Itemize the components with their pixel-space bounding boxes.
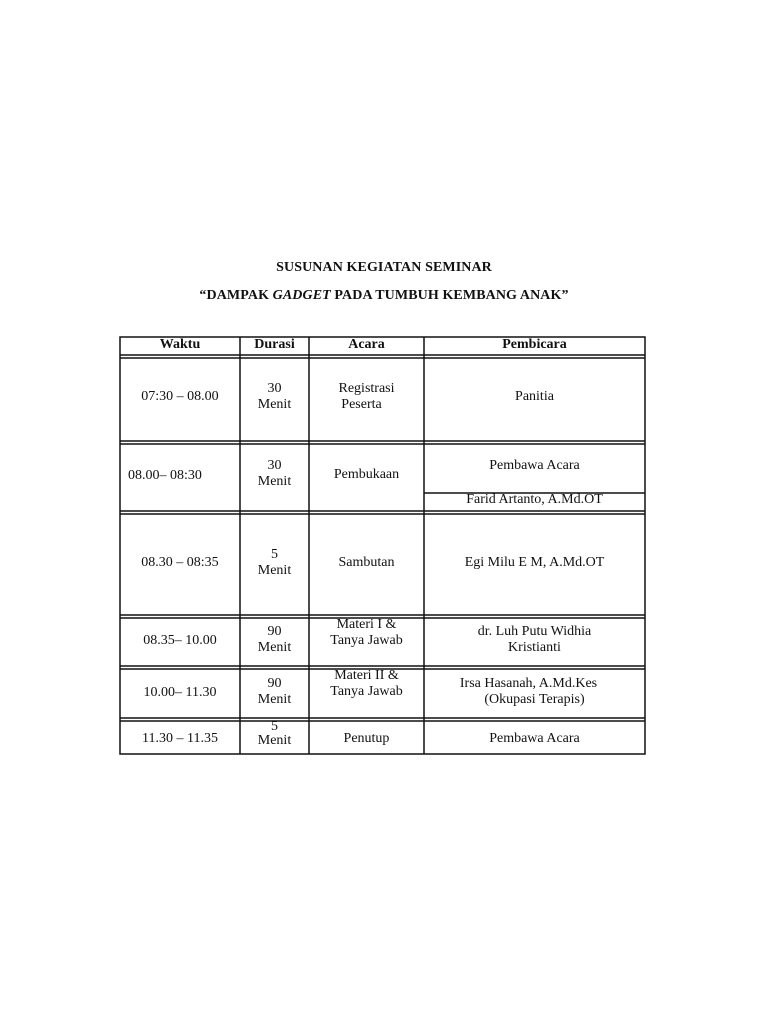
row6-pembicara: Pembawa Acara (489, 731, 580, 746)
acara-line: Tanya Jawab (330, 633, 403, 648)
row4-waktu: 08.35– 10.00 (143, 633, 217, 648)
row5-acara (309, 668, 424, 700)
durasi-value: 5 (271, 547, 278, 562)
durasi-unit: Menit (257, 733, 292, 748)
row3-durasi (240, 547, 309, 579)
durasi-value: 30 (267, 381, 282, 396)
acara-line: Materi I & (336, 617, 397, 632)
row6-waktu: 11.30 – 11.35 (142, 731, 218, 746)
header-pembicara: Pembicara (502, 337, 567, 352)
row1-acara (309, 381, 424, 413)
pembicara-line: (Okupasi Terapis) (484, 692, 585, 707)
durasi-value: 5 (271, 719, 278, 734)
row2-acara: Pembukaan (333, 467, 400, 482)
row5-durasi (240, 676, 309, 708)
row5-pembicara (424, 676, 645, 708)
row6-acara: Penutup (343, 731, 390, 746)
durasi-value: 30 (267, 458, 282, 473)
durasi-unit: Menit (257, 474, 292, 489)
durasi-unit: Menit (257, 563, 292, 578)
header-waktu: Waktu (159, 337, 201, 352)
row5-waktu: 10.00– 11.30 (143, 685, 217, 700)
header-durasi: Durasi (254, 337, 295, 352)
row1-waktu: 07:30 – 08.00 (141, 389, 219, 404)
pembicara-line: dr. Luh Putu Widhia (477, 624, 592, 639)
durasi-unit: Menit (257, 692, 292, 707)
durasi-unit: Menit (257, 397, 292, 412)
row4-acara (309, 617, 424, 649)
acara-line: Peserta (341, 397, 382, 412)
row3-waktu: 08.30 – 08:35 (141, 555, 219, 570)
subtitle-italic-word: GADGET (272, 288, 331, 303)
row1-pembicara: Panitia (515, 389, 554, 404)
row4-pembicara (424, 624, 645, 656)
row3-acara: Sambutan (338, 555, 395, 570)
header-acara: Acara (348, 337, 385, 352)
acara-line: Registrasi (338, 381, 395, 396)
row3-pembicara: Egi Milu E M, A.Md.OT (464, 555, 605, 570)
document-title: SUSUNAN KEGIATAN SEMINAR (276, 260, 492, 275)
row2-pembicara-1: Pembawa Acara (489, 458, 580, 473)
row2-pembicara-2: Farid Artanto, A.Md.OT (466, 493, 603, 507)
acara-line: Materi II & (334, 668, 399, 683)
row2-waktu: 08.00– 08:30 (128, 468, 202, 483)
subtitle-suffix: PADA TUMBUH KEMBANG ANAK” (330, 288, 569, 303)
row6-durasi (240, 721, 309, 749)
durasi-value: 90 (267, 624, 282, 639)
pembicara-line: Kristianti (508, 640, 561, 655)
row2-durasi (240, 458, 309, 490)
durasi-unit: Menit (257, 640, 292, 655)
durasi-value: 90 (267, 676, 282, 691)
subtitle-prefix: “DAMPAK (199, 288, 273, 303)
pembicara-line: Irsa Hasanah, A.Md.Kes (459, 676, 598, 691)
row4-durasi (240, 624, 309, 656)
acara-line: Tanya Jawab (330, 684, 403, 699)
